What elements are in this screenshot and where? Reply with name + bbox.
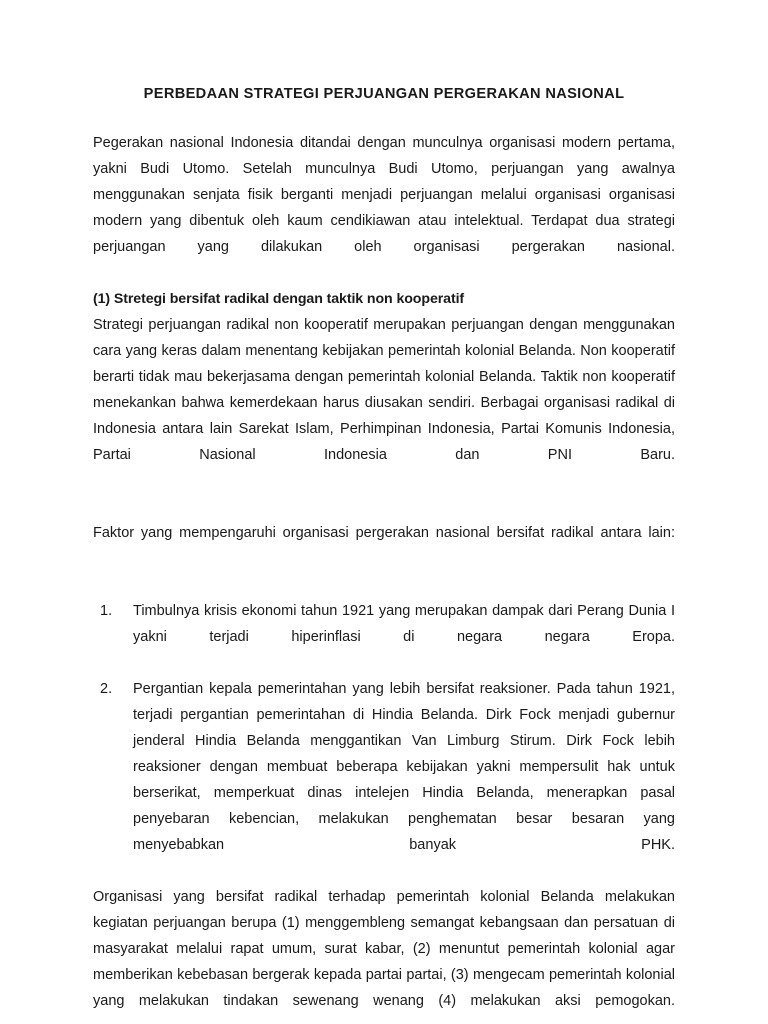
document-body [93,84,675,1024]
paragraph-intro: Pegerakan nasional Indonesia ditandai dengan munculnya organisasi modern pertama, yakni Budi Utomo. Setelah munculnya Budi Utomo, perjuangan yang awalnya menggunakan senjata fisik berganti menjadi perjuangan melalui organisasi organisasi modern yang dibentuk oleh kaum cendikiawan atau intelektual. Terdapat dua strategi perjuangan yang dilakukan oleh organisasi pergerakan nasional. [93,135,675,255]
list-item [93,676,675,884]
paragraph-spacer [93,494,675,520]
paragraph-radikal: Strategi perjuangan radikal non kooperatif merupakan perjuangan dengan menggunakan cara yang keras dalam menentang kebijakan pemerintah kolonial Belanda. Non kooperatif berarti tidak mau bekerjasama dengan pemerintah kolonial Belanda. Taktik non kooperatif menekankan bahwa kemerdekaan harus diusakan sendiri. Berbagai organisasi radikal di Indonesia antara lain Sarekat Islam, Perhimpinan Indonesia, Partai Komunis Indonesia, Partai Nasional Indonesia dan PNI Baru. [93,317,675,463]
paragraph-faktor: Faktor yang mempengaruhi organisasi pergerakan nasional bersifat radikal antara lain: [93,525,675,541]
list-item-marker: 1. [100,603,113,619]
list-item-marker: 2. [100,681,113,697]
list-item-text: Pergantian kepala pemerintahan yang lebih bersifat reaksioner. Pada tahun 1921, terjadi pergantian pemerintahan di Hindia Belanda. Dirk Fock menjadi gubernur jenderal Hindia Belanda menggantikan Van Limburg Stirum. Dirk Fock lebih reaksioner dengan membuat beberapa kebijakan yakni mempersulit hak untuk berserikat, memperkuat dinas intelejen Hindia Belanda, menerapkan pasal penyebaran kebencian, melakukan penghematan besar besaran yang menyebabkan banyak PHK. [133,681,675,853]
section-heading-radikal: (1) Stretegi bersifat radikal dengan taktik non kooperatif [93,291,465,307]
paragraph-organisasi: Organisasi yang bersifat radikal terhadap pemerintah kolonial Belanda melakukan kegiatan perjuangan berupa (1) menggembleng semangat kebangsaan dan persatuan di masyarakat melalui rapat umum, surat kabar, (2) menuntut pemerintah kolonial agar memberikan kebebasan bergerak kepada partai partai, (3) mengecam pemerintah kolonial yang melakukan tindakan sewenang wenang (4) melakukan aksi pemogokan. [93,889,675,1009]
list-item [93,598,675,676]
list-spacer [93,572,675,598]
factors-list [93,598,675,884]
page-title: PERBEDAAN STRATEGI PERJUANGAN PERGERAKAN NASIONAL [143,86,625,102]
list-item-text: Timbulnya krisis ekonomi tahun 1921 yang merupakan dampak dari Perang Dunia I yakni terjadi hiperinflasi di negara negara Eropa. [133,603,675,645]
